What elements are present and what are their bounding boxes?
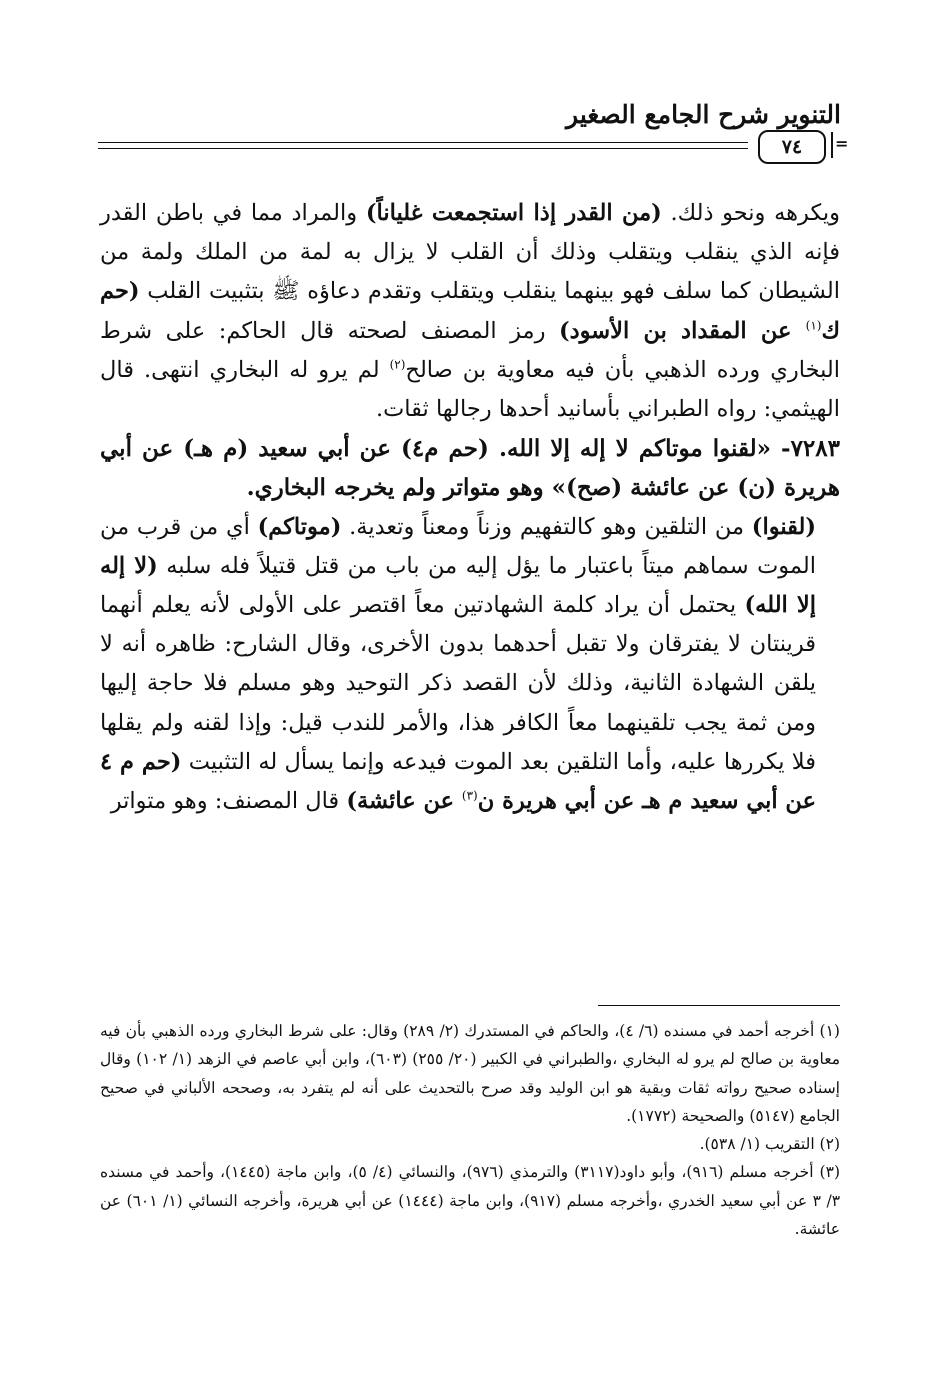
footnote: (٣) أخرجه مسلم (٩١٦)، وأبو داود(٣١١٧) والترمذي (٩٧٦)، والنسائي (٤/ ٥)، وابن ماجة (١٤٤٥)، وأحمد في مسنده ٣/ ٣ عن أبي سعيد الخدري ،وأخرجه مسلم (٩١٧)، وابن ماجة (١٤٤٤) عن أبي هريرة، وأخرجه النسائي (١/ ٦٠١) عن عائشة. <box>100 1163 841 1239</box>
footnote: (١) أخرجه أحمد في مسنده (٦/ ٤)، والحاكم في المستدرك (٢/ ٢٨٩) وقال: على شرط البخاري ورده الذهبي بأن فيه معاوية بن صالح لم يرو له البخاري ،والطبراني في الكبير (٢٠/ ٢٥٥) (٦٠٣)، وابن أبي عاصم في الزهد (١/ ١٠٢) وقال إسناده صحيح رواته ثقات وبقية هو ابن الوليد وقد صرح بالتحديث على أنه لم يتفرد به، وصححه الألباني في صحيح الجامع (٥١٤٧) والصحيحة (١٧٧٢). <box>100 1022 841 1125</box>
text-run: أي من قرب من الموت سماهم ميتاً باعتبار ما يؤل إليه من باب من قتل قتيلاً فله سلبه <box>100 513 817 579</box>
quoted-text: (من القدر إذا استجمعت غلياناً) <box>365 200 662 226</box>
commentary-paragraph <box>100 508 840 822</box>
text-run: من التلقين وهو كالتفهيم وزناً ومعناً وتعدية. <box>341 513 752 540</box>
quoted-text: عن المقداد بن الأسود) <box>559 317 806 344</box>
text-run: رمز المصنف لصحته قال الحاكم: على شرط البخاري ورده الذهبي بأن فيه معاوية بن صالح <box>100 317 840 383</box>
header-rule <box>98 142 748 143</box>
footnote-ref: (٢) <box>389 357 406 372</box>
edge-mark: = <box>835 134 849 153</box>
text-run: ويكرهه ونحو ذلك. <box>661 200 841 226</box>
footnote-separator <box>598 1005 840 1006</box>
page-number: ٧٤ <box>758 130 826 164</box>
text-run: قال المصنف: وهو متواتر <box>110 788 347 815</box>
quoted-text: (لقنوا) <box>751 513 816 540</box>
footnotes <box>100 1017 840 1243</box>
text-run: والمراد مما في باطن القدر فإنه الذي ينقلب ويتقلب وذلك أن القلب لا يزال به لمة من الملك ولمة من الشيطان كما سلف فهو بينهما ينقلب ويتقلب وتقدم دعاؤه ﷺ بتثبيت القلب <box>100 200 840 305</box>
commentary-paragraph <box>100 194 840 429</box>
hadith-entry: ٧٢٨٣- «لقنوا موتاكم لا إله إلا الله. (حم م٤) عن أبي سعيد (م هـ) عن أبي هريرة (ن) عن عائشة (صح)» وهو متواتر ولم يخرجه البخاري. <box>100 435 840 502</box>
page-header <box>98 100 849 170</box>
book-title: التنوير شرح الجامع الصغير <box>566 100 841 129</box>
quoted-text: (موتاكم) <box>257 513 342 540</box>
quoted-text: (حم ك <box>100 278 841 344</box>
page-number-bar <box>831 132 833 158</box>
quoted-text: (لا إله إلا الله) <box>100 552 816 619</box>
header-rule <box>98 148 748 149</box>
main-text <box>100 194 840 821</box>
quoted-text: (حم م ٤ عن أبي سعيد م هـ عن أبي هريرة ن <box>100 748 816 815</box>
text-run: لم يرو له البخاري انتهى. قال الهيثمي: رواه الطبراني بأسانيد أحدها رجالها ثقات. <box>100 356 840 423</box>
text-run: يحتمل أن يراد كلمة الشهادتين معاً اقتصر على الأولى لأنه يعلم أنهما قرينتان لا يفترقان ولا تقبل أحدهما بدون الأخرى، وقال الشارح: ظاهره أنه لا يلقن الشهادة الثانية، وذلك لأن القصد ذكر التوحيد وهو مسلم فلا حاجة إليها ومن ثمة يجب تلقينهما معاً الكافر هذا، والأمر للندب قيل: وإذا لقنه ولم يقلها فلا يكررها عليه، وأما التلقين بعد الموت فيدعه وإنما يسأل له التثبيت <box>100 592 816 775</box>
footnote-ref: (٣) <box>461 788 478 803</box>
quoted-text: عن عائشة) <box>346 788 462 815</box>
footnote-ref: (١) <box>805 318 822 333</box>
footnote: (٢) التقريب (١/ ٥٣٨). <box>699 1135 840 1154</box>
